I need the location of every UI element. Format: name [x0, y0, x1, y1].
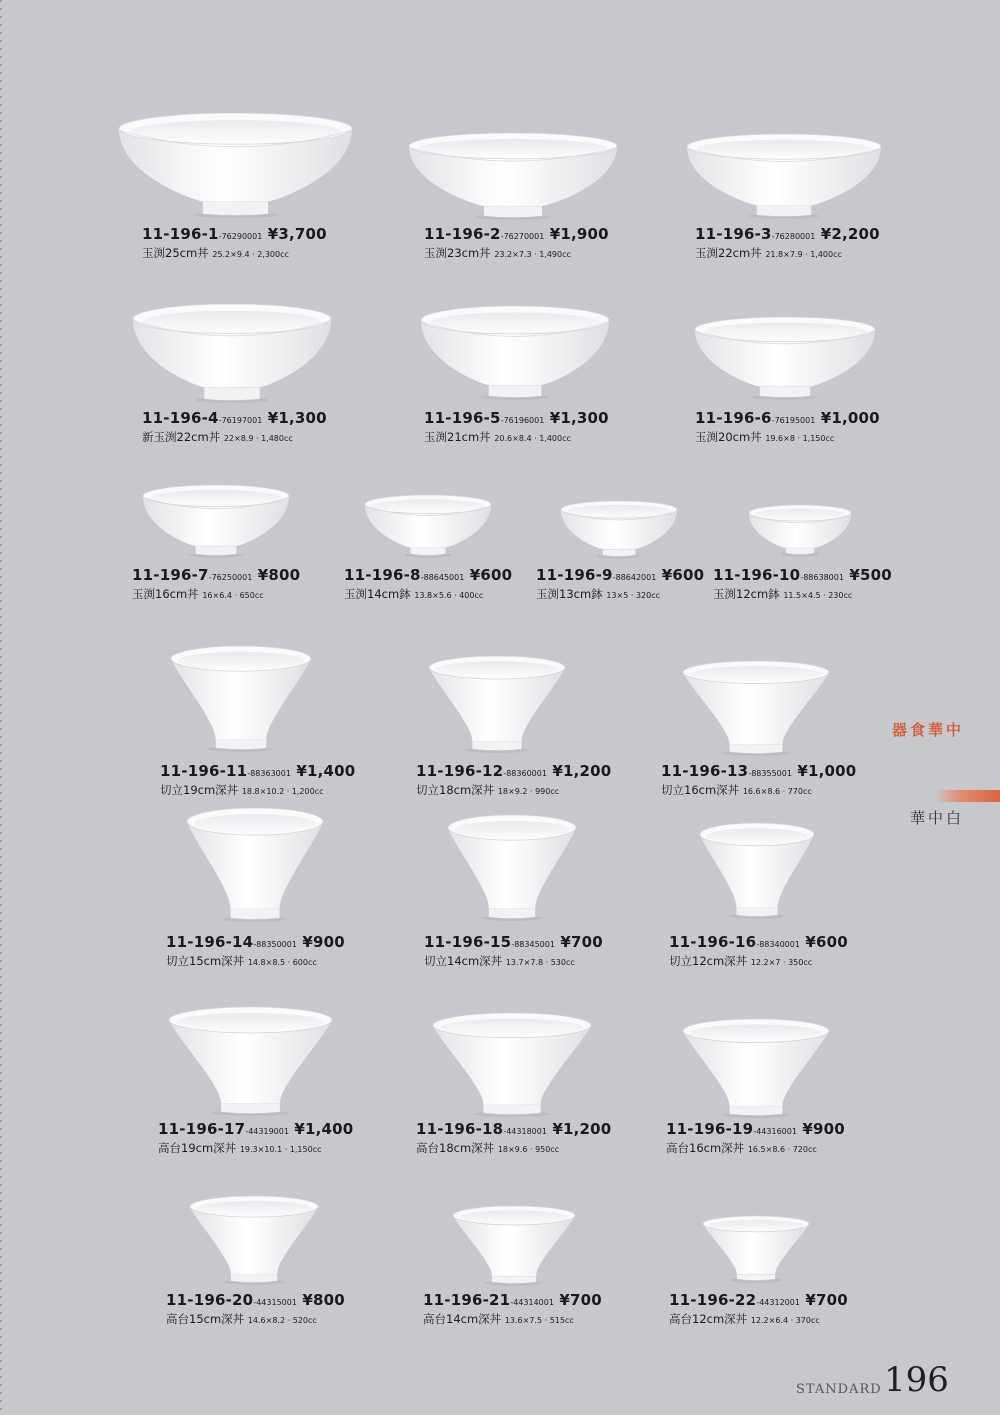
product-name: 高台12cm深丼 — [669, 1312, 748, 1326]
product-caption — [142, 226, 327, 262]
product-dimensions: 16.6×8.6 · 770cc — [742, 787, 812, 796]
product-desc-line — [661, 783, 856, 799]
product-model-number: 11-196-18 — [416, 1120, 504, 1138]
product-desc-line — [423, 1312, 602, 1328]
code-separator: - — [218, 416, 222, 425]
product-name: 切立14cm深丼 — [424, 954, 503, 968]
product-desc-line — [416, 1141, 611, 1157]
product-caption — [424, 934, 603, 970]
product-price: ¥1,400 — [294, 1120, 354, 1138]
product-dimensions: 11.5×4.5 · 230cc — [783, 591, 853, 600]
product-dimensions: 18.8×10.2 · 1,200cc — [241, 787, 324, 796]
product-price: ¥900 — [302, 933, 345, 951]
footer-series-label: STANDARD — [796, 1382, 882, 1397]
product-model-number: 11-196-1 — [142, 225, 219, 243]
code-separator: - — [503, 769, 507, 778]
code-separator: - — [247, 769, 251, 778]
product-price: ¥800 — [302, 1291, 345, 1309]
product-desc-line — [666, 1141, 845, 1157]
product-dimensions: 20.6×8.4 · 1,400cc — [494, 434, 571, 443]
product-price: ¥600 — [805, 933, 848, 951]
product-code: 76197001 — [221, 416, 263, 425]
product-id-line — [142, 410, 327, 429]
product-price: ¥800 — [257, 566, 301, 584]
bowl-image — [699, 822, 815, 917]
product-name: 玉渕23cm丼 — [424, 246, 491, 260]
product-name: 切立18cm深丼 — [416, 783, 495, 797]
product-caption — [669, 934, 848, 970]
product-desc-line — [424, 954, 603, 970]
bowl-image — [447, 814, 577, 919]
product-price: ¥2,200 — [820, 225, 880, 243]
product-name: 高台18cm深丼 — [416, 1141, 495, 1155]
code-separator: - — [510, 1298, 514, 1307]
product-code: 44314001 — [513, 1298, 554, 1307]
bowl-image — [142, 484, 290, 556]
product-code: 88355001 — [751, 769, 792, 778]
product-price: ¥1,900 — [549, 225, 609, 243]
product-model-number: 11-196-9 — [536, 566, 613, 584]
product-code: 76195001 — [774, 416, 816, 425]
code-separator: - — [253, 1298, 257, 1307]
product-dimensions: 13.6×7.5 · 515cc — [504, 1316, 574, 1325]
product-price: ¥1,400 — [296, 762, 356, 780]
product-code: 44319001 — [248, 1127, 289, 1136]
product-model-number: 11-196-6 — [695, 409, 772, 427]
code-separator: - — [800, 573, 804, 582]
product-id-line — [695, 226, 880, 245]
product-code: 44316001 — [756, 1127, 797, 1136]
product-code: 88645001 — [423, 573, 465, 582]
product-desc-line — [536, 587, 704, 603]
code-separator: - — [511, 940, 515, 949]
product-desc-line — [416, 783, 611, 799]
code-separator: - — [500, 416, 504, 425]
product-dimensions: 18×9.2 · 990cc — [497, 787, 560, 796]
product-model-number: 11-196-10 — [713, 566, 801, 584]
product-name: 切立15cm深丼 — [166, 954, 245, 968]
product-desc-line — [132, 587, 300, 603]
product-caption — [160, 763, 355, 799]
product-name: 切立19cm深丼 — [160, 783, 239, 797]
product-dimensions: 16.5×8.6 · 720cc — [747, 1145, 817, 1154]
product-model-number: 11-196-19 — [666, 1120, 754, 1138]
product-id-line — [666, 1121, 845, 1140]
product-name: 玉渕13cm鉢 — [536, 587, 603, 601]
product-caption — [661, 763, 856, 799]
category-label: 中華食器 — [890, 722, 962, 737]
left-margin-rule — [0, 0, 2, 1415]
product-dimensions: 23.2×7.3 · 1,490cc — [494, 250, 571, 259]
bowl-image — [170, 645, 312, 750]
product-code: 76196001 — [503, 416, 545, 425]
bowl-image — [118, 112, 353, 216]
product-dimensions: 12.2×6.4 · 370cc — [750, 1316, 820, 1325]
product-model-number: 11-196-21 — [423, 1291, 511, 1309]
product-name: 玉渕14cm鉢 — [344, 587, 411, 601]
product-code: 88350001 — [256, 940, 297, 949]
product-desc-line — [166, 1312, 345, 1328]
code-separator: - — [503, 1127, 507, 1136]
product-id-line — [416, 1121, 611, 1140]
product-model-number: 11-196-5 — [424, 409, 501, 427]
product-desc-line — [424, 430, 609, 446]
product-name: 玉渕21cm丼 — [424, 430, 491, 444]
product-model-number: 11-196-4 — [142, 409, 219, 427]
product-price: ¥1,200 — [552, 762, 612, 780]
bowl-image — [186, 807, 324, 920]
product-price: ¥1,300 — [267, 409, 327, 427]
product-desc-line — [713, 587, 892, 603]
product-model-number: 11-196-17 — [158, 1120, 246, 1138]
product-model-number: 11-196-14 — [166, 933, 254, 951]
bowl-image — [686, 133, 882, 217]
product-dimensions: 13.7×7.8 · 530cc — [505, 958, 575, 967]
product-caption — [166, 1292, 345, 1328]
product-price: ¥3,700 — [267, 225, 327, 243]
product-id-line — [424, 226, 609, 245]
bowl-image — [702, 1215, 810, 1281]
product-caption — [132, 567, 300, 603]
product-desc-line — [669, 1312, 848, 1328]
product-model-number: 11-196-15 — [424, 933, 512, 951]
product-name: 玉渕20cm丼 — [695, 430, 762, 444]
product-price: ¥700 — [559, 1291, 602, 1309]
product-desc-line — [142, 246, 327, 262]
product-price: ¥1,200 — [552, 1120, 612, 1138]
product-caption — [713, 567, 892, 603]
product-price: ¥1,000 — [797, 762, 857, 780]
product-code: 88345001 — [514, 940, 555, 949]
product-code: 76290001 — [221, 232, 263, 241]
code-separator: - — [500, 232, 504, 241]
bowl-image — [432, 1012, 592, 1115]
product-name: 高台15cm深丼 — [166, 1312, 245, 1326]
product-desc-line — [344, 587, 512, 603]
product-dimensions: 21.8×7.9 · 1,400cc — [765, 250, 842, 259]
product-desc-line — [695, 430, 880, 446]
bowl-image — [420, 305, 610, 398]
product-id-line — [669, 1292, 848, 1311]
product-caption — [142, 410, 327, 446]
code-separator: - — [771, 416, 775, 425]
product-caption — [695, 410, 880, 446]
product-price: ¥700 — [805, 1291, 848, 1309]
product-dimensions: 18×9.6 · 950cc — [497, 1145, 560, 1154]
product-model-number: 11-196-16 — [669, 933, 757, 951]
product-code: 44315001 — [256, 1298, 297, 1307]
product-code: 44312001 — [759, 1298, 800, 1307]
bowl-image — [452, 1205, 576, 1284]
bowl-image — [189, 1195, 319, 1283]
product-caption — [669, 1292, 848, 1328]
product-name: 新玉渕22cm丼 — [142, 430, 221, 444]
product-id-line — [423, 1292, 602, 1311]
product-id-line — [344, 567, 512, 586]
bowl-image — [682, 660, 830, 754]
code-separator: - — [756, 940, 760, 949]
bowl-image — [408, 132, 618, 218]
product-dimensions: 13×5 · 320cc — [606, 591, 660, 600]
product-price: ¥600 — [661, 566, 705, 584]
product-name: 切立16cm深丼 — [661, 783, 740, 797]
product-price: ¥700 — [560, 933, 603, 951]
product-code: 88642001 — [615, 573, 657, 582]
product-desc-line — [158, 1141, 353, 1157]
product-id-line — [695, 410, 880, 429]
product-model-number: 11-196-7 — [132, 566, 209, 584]
product-dimensions: 13.8×5.6 · 400cc — [414, 591, 484, 600]
product-model-number: 11-196-22 — [669, 1291, 757, 1309]
bowl-image — [694, 316, 876, 398]
bowl-image — [428, 655, 566, 751]
product-id-line — [132, 567, 300, 586]
product-desc-line — [424, 246, 609, 262]
product-id-line — [158, 1121, 353, 1140]
product-model-number: 11-196-2 — [424, 225, 501, 243]
product-name: 切立12cm深丼 — [669, 954, 748, 968]
product-id-line — [669, 934, 848, 953]
product-desc-line — [669, 954, 848, 970]
code-separator: - — [756, 1298, 760, 1307]
product-code: 76250001 — [211, 573, 253, 582]
bowl-image — [682, 1018, 830, 1116]
product-price: ¥600 — [469, 566, 513, 584]
product-caption — [423, 1292, 602, 1328]
code-separator: - — [245, 1127, 249, 1136]
product-code: 88638001 — [803, 573, 844, 582]
product-caption — [166, 934, 345, 970]
category-accent-bar — [934, 790, 1000, 802]
product-name: 高台14cm深丼 — [423, 1312, 502, 1326]
product-id-line — [424, 410, 609, 429]
code-separator: - — [420, 573, 424, 582]
product-name: 玉渕16cm丼 — [132, 587, 199, 601]
bowl-image — [364, 494, 492, 556]
subcategory-label: 白中華 — [908, 810, 962, 825]
product-code: 88363001 — [250, 769, 291, 778]
product-desc-line — [166, 954, 345, 970]
product-model-number: 11-196-20 — [166, 1291, 254, 1309]
code-separator: - — [753, 1127, 757, 1136]
product-id-line — [160, 763, 355, 782]
product-code: 88340001 — [759, 940, 800, 949]
bowl-image — [132, 303, 332, 401]
product-caption — [424, 226, 609, 262]
product-caption — [536, 567, 704, 603]
product-caption — [416, 763, 611, 799]
product-id-line — [416, 763, 611, 782]
bowl-image — [168, 1006, 333, 1114]
product-caption — [344, 567, 512, 603]
product-id-line — [661, 763, 856, 782]
code-separator: - — [771, 232, 775, 241]
product-dimensions: 14.6×8.2 · 520cc — [247, 1316, 317, 1325]
product-caption — [416, 1121, 611, 1157]
product-id-line — [166, 1292, 345, 1311]
page-number: 196 — [884, 1360, 949, 1400]
product-model-number: 11-196-11 — [160, 762, 248, 780]
product-id-line — [713, 567, 892, 586]
product-name: 玉渕12cm鉢 — [713, 587, 780, 601]
product-dimensions: 14.8×8.5 · 600cc — [247, 958, 317, 967]
product-id-line — [166, 934, 345, 953]
product-model-number: 11-196-12 — [416, 762, 504, 780]
product-dimensions: 12.2×7 · 350cc — [750, 958, 813, 967]
product-dimensions: 19.3×10.1 · 1,150cc — [239, 1145, 322, 1154]
code-separator: - — [748, 769, 752, 778]
product-caption — [695, 226, 880, 262]
code-separator: - — [253, 940, 257, 949]
code-separator: - — [208, 573, 212, 582]
bowl-image — [748, 504, 852, 555]
product-price: ¥900 — [802, 1120, 845, 1138]
product-code: 76270001 — [503, 232, 545, 241]
product-code: 88360001 — [506, 769, 547, 778]
product-name: 玉渕25cm丼 — [142, 246, 209, 260]
product-desc-line — [160, 783, 355, 799]
product-desc-line — [142, 430, 327, 446]
product-price: ¥500 — [849, 566, 892, 584]
product-name: 玉渕22cm丼 — [695, 246, 762, 260]
product-dimensions: 25.2×9.4 · 2,300cc — [212, 250, 289, 259]
product-model-number: 11-196-3 — [695, 225, 772, 243]
product-code: 44318001 — [506, 1127, 547, 1136]
product-price: ¥1,000 — [820, 409, 880, 427]
code-separator: - — [218, 232, 222, 241]
product-desc-line — [695, 246, 880, 262]
product-id-line — [142, 226, 327, 245]
product-dimensions: 19.6×8 · 1,150cc — [765, 434, 835, 443]
product-name: 高台16cm深丼 — [666, 1141, 745, 1155]
code-separator: - — [612, 573, 616, 582]
product-dimensions: 16×6.4 · 650cc — [202, 591, 264, 600]
bowl-image — [560, 500, 678, 557]
product-caption — [666, 1121, 845, 1157]
product-id-line — [424, 934, 603, 953]
product-price: ¥1,300 — [549, 409, 609, 427]
product-name: 高台19cm深丼 — [158, 1141, 237, 1155]
product-model-number: 11-196-13 — [661, 762, 749, 780]
product-caption — [158, 1121, 353, 1157]
product-model-number: 11-196-8 — [344, 566, 421, 584]
product-id-line — [536, 567, 704, 586]
product-code: 76280001 — [774, 232, 816, 241]
product-caption — [424, 410, 609, 446]
product-dimensions: 22×8.9 · 1,480cc — [223, 434, 293, 443]
